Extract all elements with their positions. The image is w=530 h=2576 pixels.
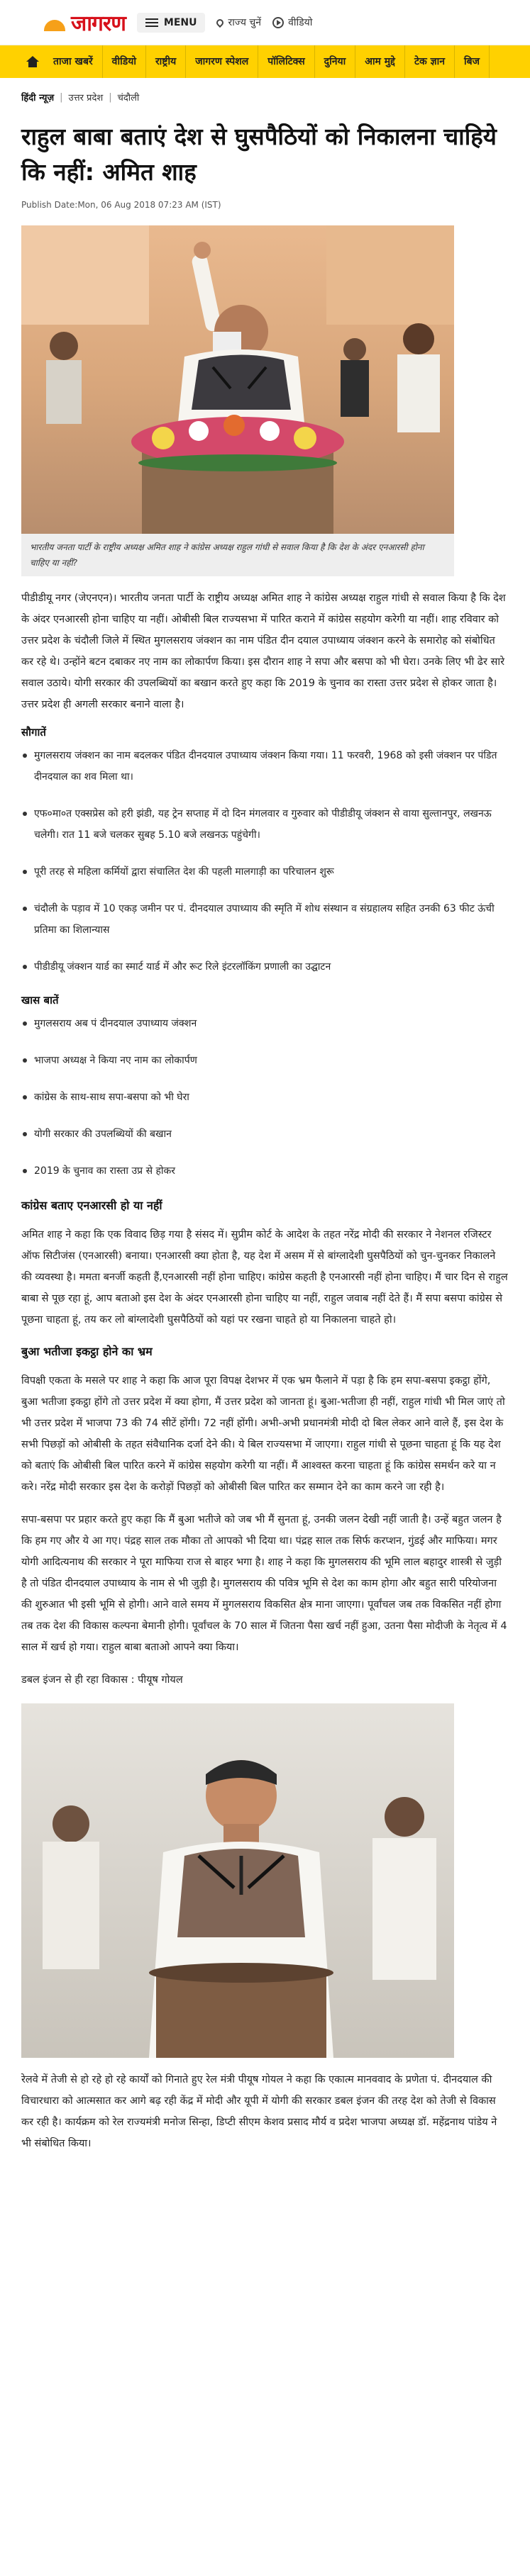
nav-item-national[interactable]: राष्ट्रीय (146, 45, 186, 78)
breadcrumb-chandauli[interactable]: चंदौली (117, 93, 140, 103)
subheading-double-engine: डबल इंजन से ही रहा विकास : पीयूष गोयल (21, 1674, 183, 1686)
article (0, 119, 530, 2161)
list-item: योगी सरकार की उपलब्धियों की बखान (21, 1124, 509, 1145)
page-bottom-spacer (21, 2154, 509, 2161)
breadcrumb-hindi-news[interactable]: हिंदी न्यूज़ (21, 93, 55, 103)
article-intro-paragraph: पीडीडीयू नगर (जेएनएन)। भारतीय जनता पार्टी के राष्ट्रीय अध्यक्ष अमित शाह ने कांग्रेस अध्यक्ष राहुल गांधी से सवाल किया है कि देश के अंदर एनआरसी होना चाहिए या नहीं। ओबीसी बिल राज्यसभा में पारित कराने में कांग्रेस सहयोग करेगी या नहीं। शाह रविवार को उत्तर प्रदेश के चंदौली जिले में स्थित मुगलसराय जंक्शन का नाम पंडित दीन दयाल उपाध्याय जंक्शन करने के समारोह को संबोधित कर रहे थे। उन्होंने बटन दबाकर नए नाम का लोकार्पण किया। इस दौरान शाह ने सपा और बसपा को भी घेरा। उनके लिए भी ढेर सारे सवाल उठाये। योगी सरकार की उपलब्धियों का बखान करते हुए कहा कि 2019 के चुनाव का रास्ता उत्तर प्रदेश से होकर जाता है। उत्तर प्रदेश ही अगली सरकार बनाने वाला है। (21, 593, 506, 710)
nav-item-world[interactable]: दुनिया (315, 45, 356, 78)
hero-photo-illustration (21, 225, 454, 534)
khas-baatein-heading: खास बातें (21, 994, 59, 1007)
article-closing-paragraph: रेलवे में तेजी से हो रहे हो रहे कार्यों को गिनाते हुए रेल मंत्री पीयूष गोयल ने कहा कि एकात्म मानववाद के प्रणेता पं. दीनदयाल की विचारधारा को आत्मसात कर आगे बढ़ रही केंद्र में मोदी और यूपी में योगी की सरकार डबल इंजन की तरह देश को तेजी से विकास कर रही है। कार्यक्रम को रेल राज्यमंत्री मनोज सिन्हा, डिप्टी सीएम केशव प्रसाद मौर्य व प्रदेश भाजपा अध्यक्ष डॉ. महेंद्रनाथ पांडेय ने भी संबोधित किया। (21, 2074, 497, 2149)
state-selector-label: राज्य चुनें (228, 17, 262, 28)
home-icon (26, 56, 39, 67)
second-photo-illustration (21, 1703, 454, 2058)
logo-sun-icon (43, 14, 67, 31)
khas-baatein-list (21, 1013, 509, 1182)
hamburger-icon (145, 18, 158, 27)
site-header (0, 0, 530, 45)
nav-item-politics[interactable]: पॉलिटिक्स (258, 45, 314, 78)
article-paragraph: अमित शाह ने कहा कि एक विवाद छिड़ गया है संसद में। सुप्रीम कोर्ट के आदेश के तहत नरेंद्र मोदी की सरकार ने नेशनल रजिस्टर ऑफ सिटीजंस (एनआरसी) बनाया। एनआरसी क्या होता है, यह देश में असम में से बांग्लादेशी घुसपैठियों को चुन-चुनकर निकालने की व्यवस्था है। ममता बनर्जी कहती हैं,एनआरसी नहीं होना चाहिए। कांग्रेस कहती है एनआरसी नहीं होना चाहिए। मैं चार दिन से राहुल बाबा से पूछ रहा हूं, आप बताओ इस देश के अंदर एनआरसी होना चाहिए या नहीं, राहुल जवाब नहीं देते हैं। मैं सपा बसपा कांग्रेस से पूछना चाहता हूं, तय कर लो बांग्लादेशी घुसपैठियों को यहां पर रखना चाहते हो या निकालना चाहते हो। (21, 1229, 508, 1326)
breadcrumb-separator: | (109, 91, 112, 103)
video-link-label: वीडियो (288, 17, 313, 28)
list-item: 2019 के चुनाव का रास्ता उप्र से होकर (21, 1160, 509, 1182)
article-paragraph: सपा-बसपा पर प्रहार करते हुए कहा कि मैं बुआ भतीजे को जब भी मैं सुनता हूं, उनकी जलन देखी नहीं जाती है। उन्हें बहुत जलन है कि हम गए और ये आ गए। पंद्रह साल तक मौका तो आपको भी दिया था। पंद्रह साल तक सिर्फ करप्शन, गुंडई और माफिया। मगर योगी आदित्यनाथ की सरकार ने पूरा माफिया राज से बाहर भगा है। शाह ने कहा कि मुगलसराय की भूमि लाल बहादुर शास्त्री से जुड़ी है तो पंडित दीनदयाल उपाध्याय के नाम से भी जुड़ी है। मुगलसराय की पवित्र भूमि से देश का काम होगा और बहुत सारी परियोजना की शुरुआत भी इसी भूमि से होगी। आने वाले समय में मुगलसराय विकसित क्षेत्र माना जाएगा। पूर्वांचल जब तक विकसित नहीं होगा तब तक देश की विकास कल्पना बेमानी होगी। पूर्वांचल के 70 साल में जितना पैसा खर्च नहीं हुआ, उतना पैसा मोदीजी के नेतृत्व में 4 साल में खर्च हो गया। राहुल बाबा बताओ आपने क्या किया। (21, 1514, 507, 1653)
article-headline: राहुल बाबा बताएं देश से घुसपैठियों को निकालना चाहिये कि नहीं: अमित शाह (21, 123, 497, 186)
list-item: पीडीडीयू जंक्शन यार्ड का स्मार्ट यार्ड में और रूट रिले इंटरलॉकिंग प्रणाली का उद्घाटन (21, 956, 509, 978)
menu-label: MENU (163, 16, 197, 28)
breadcrumb (0, 78, 530, 103)
video-link[interactable] (272, 16, 312, 29)
list-item: एफ०मा०त एक्सप्रेस को हरी झंडी, यह ट्रेन सप्ताह में दो दिन मंगलवार व गुरुवार को पीडीडीयू जंक्शन से वाया सुल्तानपुर, लखनऊ चलेगी। रात 11 बजे चलकर सुबह 5.10 बजे लखनऊ पहुंचेगी। (21, 803, 509, 846)
play-icon (272, 17, 284, 28)
article-second-image (21, 1703, 454, 2058)
article-hero-image (21, 225, 454, 534)
logo-text: जागरण (71, 11, 126, 36)
list-item: चंदौली के पड़ाव में 10 एकड़ जमीन पर पं. दीनदयाल उपाध्याय की स्मृति में शोध संस्थान व संग्रहालय सहित उनकी 63 फीट ऊंची प्रतिमा का शिलान्यास (21, 898, 509, 941)
nav-item-tech[interactable]: टेक ज्ञान (405, 45, 455, 78)
nav-item-latest[interactable]: ताजा खबरें (44, 45, 103, 78)
saugaatein-heading: सौगातें (21, 726, 46, 739)
nav-item-business[interactable]: बिज (455, 45, 490, 78)
nav-item-video[interactable]: वीडियो (103, 45, 146, 78)
nav-item-issues[interactable]: आम मुद्दे (355, 45, 405, 78)
list-item: मुगलसराय जंक्शन का नाम बदलकर पंडित दीनदयाल उपाध्याय जंक्शन किया गया। 11 फरवरी, 1968 को इसी जंक्शन पर पंडित दीनदयाल का शव मिला था। (21, 745, 509, 788)
nav-home[interactable] (21, 45, 44, 78)
list-item: कांग्रेस के साथ-साथ सपा-बसपा को भी घेरा (21, 1087, 509, 1108)
list-item: मुगलसराय अब पं दीनदयाल उपाध्याय जंक्शन (21, 1013, 509, 1034)
state-selector[interactable] (216, 16, 261, 29)
subheading-nrc: कांग्रेस बताए एनआरसी हो या नहीं (21, 1199, 162, 1212)
hero-image-caption: भारतीय जनता पार्टी के राष्ट्रीय अध्यक्ष अमित शाह ने कांग्रेस अध्यक्ष राहुल गांधी से सवाल किया है कि देश के अंदर एनआरसी होना चाहिए या नहीं? (21, 534, 454, 576)
list-item: भाजपा अध्यक्ष ने किया नए नाम का लोकार्पण (21, 1050, 509, 1071)
breadcrumb-uttar-pradesh[interactable]: उत्तर प्रदेश (68, 93, 104, 103)
breadcrumb-separator: | (60, 91, 63, 103)
location-pin-icon (215, 17, 225, 27)
subheading-bua-bhatija: बुआ भतीजा इकट्ठा होने का भ्रम (21, 1345, 153, 1358)
site-logo[interactable] (43, 8, 126, 37)
article-paragraph: विपक्षी एकता के मसले पर शाह ने कहा कि आज पूरा विपक्ष देशभर में एक भ्रम फैलाने में पड़ा है कि हम सपा-बसपा इकट्ठा होंगे, बुआ भतीजा इकट्ठा होंगे तो उत्तर प्रदेश में क्या होगा, मैं उत्तर प्रदेश को जानता हूं। बुआ-भतीजा ही नहीं, राहुल गांधी भी मिल जाएं तो भी उत्तर प्रदेश में भाजपा 73 की 74 सीटें होंगी। 72 नहीं होंगी। अभी-अभी प्रधानमंत्री मोदी दो बिल लेकर आने वाले हैं, इस देश के सभी पिछड़ों को ओबीसी के तहत संवैधानिक दर्जा देने की। ये बिल राज्यसभा में जाएगा। राहुल गांधी से पूछना चाहता हूं कि यह देश को बताएं कि ओबीसी बिल पारित करने में कांग्रेस सहयोग करेगी या नहीं। मैं आश्वस्त करना चाहता हूं कि कांग्रेस समर्थन करे या न करे। नरेंद्र मोदी सरकार इस देश के करोड़ों पिछड़ों को ओबीसी बिल पारित कर सम्मान देने का काम करने जा रही है। (21, 1375, 505, 1493)
list-item: पूरी तरह से महिला कर्मियों द्वारा संचालित देश की पहली मालगाड़ी का परिचालन शुरू (21, 861, 509, 883)
nav-item-jagran-special[interactable]: जागरण स्पेशल (186, 45, 258, 78)
publish-date: Publish Date:Mon, 06 Aug 2018 07:23 AM (IST) (21, 200, 221, 210)
saugaatein-list (21, 745, 509, 978)
menu-button[interactable] (137, 13, 206, 33)
main-nav (0, 45, 530, 78)
